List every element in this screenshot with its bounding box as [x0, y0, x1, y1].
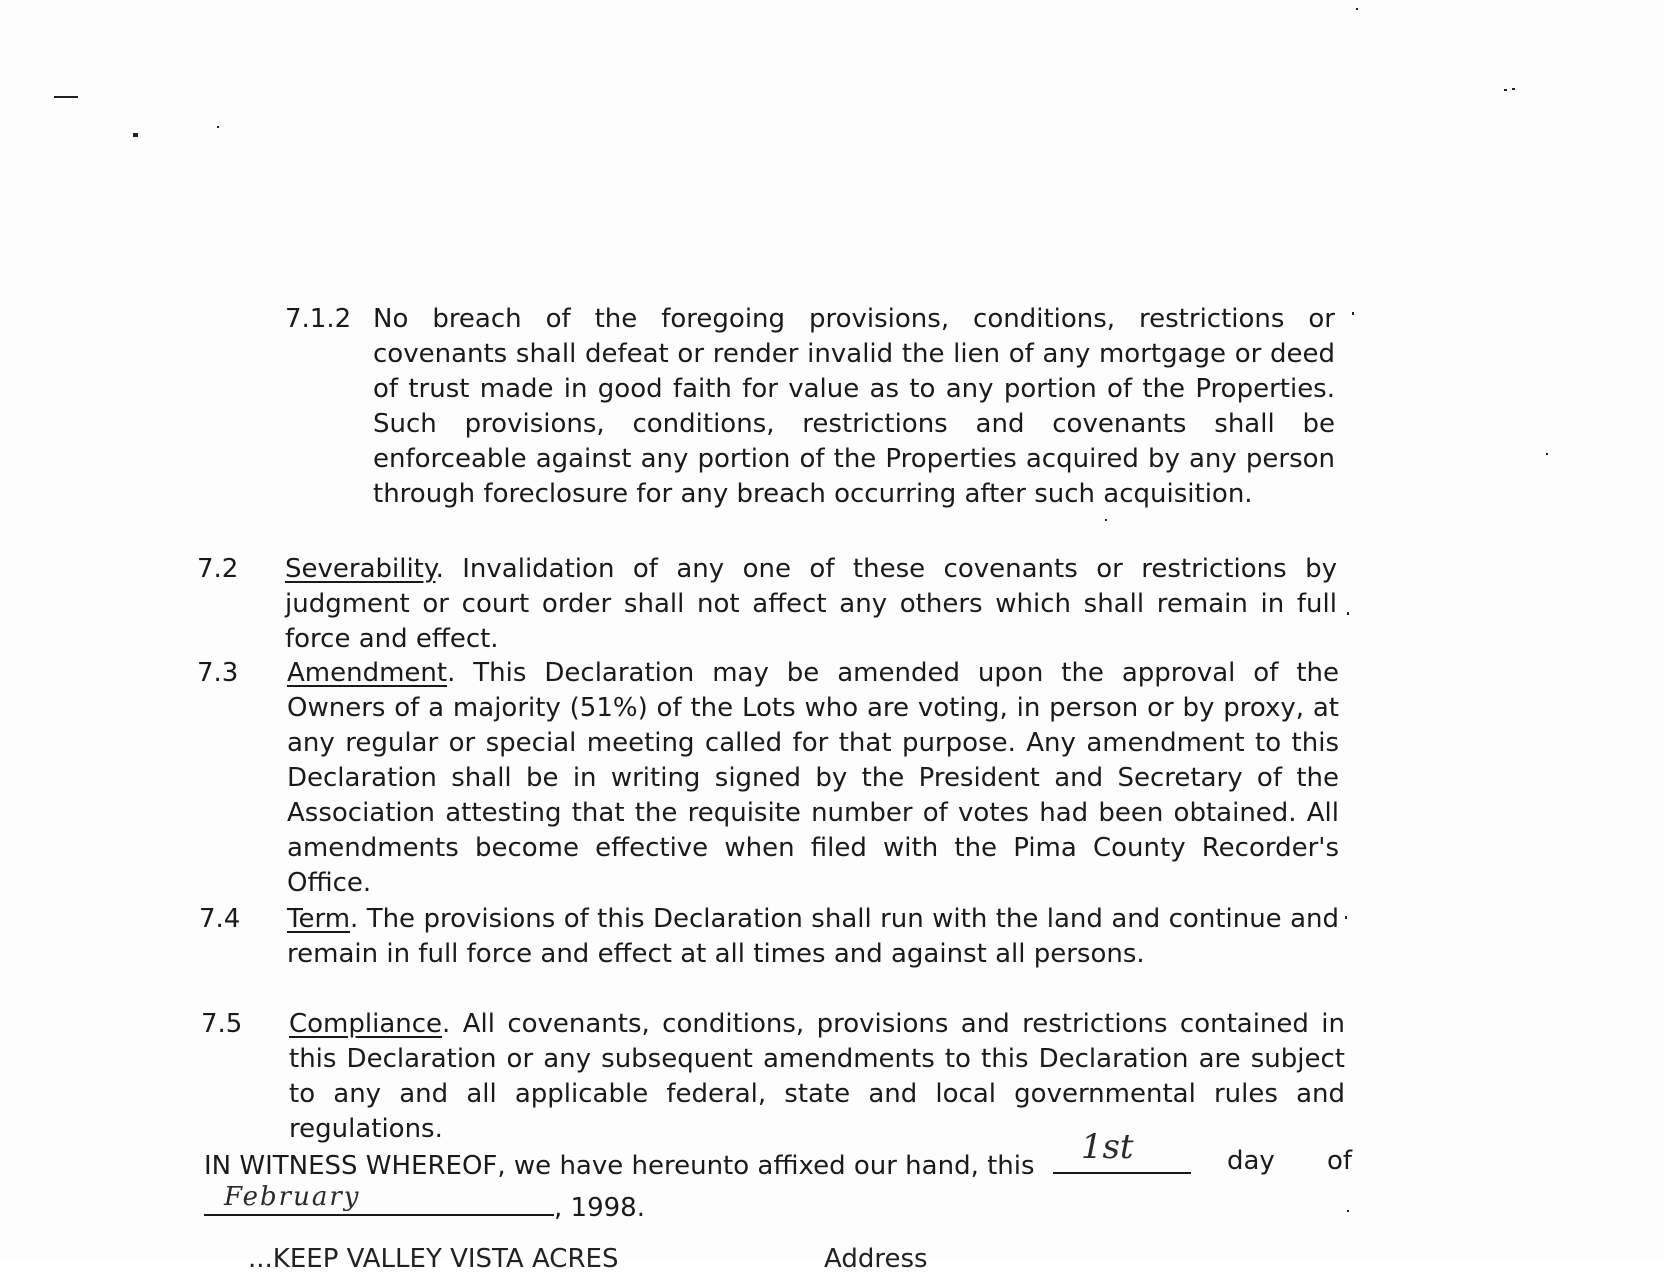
section-text: [289, 1007, 1345, 1147]
scan-mark: [1356, 8, 1358, 10]
section-text: [287, 656, 1339, 901]
scan-mark: [217, 126, 219, 128]
cutoff-right-text: Address: [824, 1244, 928, 1274]
section-number: 7.4: [199, 904, 241, 934]
section-body-text: . All covenants, conditions, provisions and restrictions contained in this Declaration or any subsequent amendments to this Declaration are subject to any and all applicable federal, state and local governmental rules and regulations.: [289, 1009, 1345, 1144]
section-body-text: No breach of the foregoing provisions, conditions, restrictions or covenants shall defeat or render invalid the lien of any mortgage or deed of trust made in good faith for value as to any portion of the Properties. Such provisions, conditions, restrictions and covenants shall be enforceable against any portion of the Properties acquired by any person through foreclosure for any breach occurring after such acquisition.: [373, 304, 1335, 509]
section-body-text: . This Declaration may be amended upon the approval of the Owners of a majority (51%) of the Lots who are voting, in person or by proxy, at any regular or special meeting called for that purpose. Any amendment to this Declaration shall be in writing signed by the President and Secretary of the Association attesting that the requisite number of votes had been obtained. All amendments become effective when filed with the Pima County Recorder's Office.: [287, 658, 1339, 898]
scan-mark: [1347, 612, 1349, 615]
section-text: [373, 302, 1335, 512]
scan-mark: [1512, 88, 1515, 90]
section-text: [285, 552, 1337, 657]
of-word: of: [1327, 1146, 1353, 1176]
section-text: [287, 902, 1339, 972]
section-number: 7.1.2: [285, 304, 352, 334]
scan-mark: [1504, 89, 1507, 91]
scan-mark: [1546, 453, 1548, 455]
scan-mark: [1105, 519, 1107, 521]
section-body-text: . The provisions of this Declaration shall run with the land and continue and remain in full force and effect at all times and against all persons.: [287, 904, 1339, 969]
scan-mark: [1345, 916, 1347, 919]
day-signature-blank: [1053, 1127, 1191, 1174]
scan-mark: [54, 96, 78, 98]
witness-lead-text: IN WITNESS WHEREOF, we have hereunto affixed our hand, this: [204, 1151, 1035, 1181]
month-signature-blank: [204, 1184, 554, 1216]
section-number: 7.5: [201, 1009, 243, 1039]
handwritten-month: February: [224, 1182, 361, 1212]
witness-line-1: [204, 1127, 1353, 1184]
section-heading: Severability: [285, 554, 436, 584]
day-word: day: [1227, 1146, 1275, 1176]
handwritten-day: 1st: [1080, 1127, 1134, 1167]
cutoff-text-row: [248, 1244, 988, 1274]
section-number: 7.2: [197, 554, 239, 584]
section-heading: Term: [287, 904, 351, 934]
cutoff-left-text: ...KEEP VALLEY VISTA ACRES: [248, 1244, 619, 1274]
section-heading: Compliance: [289, 1009, 443, 1039]
scan-mark: [133, 133, 138, 137]
section-body-text: . Invalidation of any one of these covenants or restrictions by judgment or court order shall not affect any others which shall remain in full force and effect.: [285, 554, 1337, 654]
scan-mark: [1352, 312, 1354, 315]
section-heading: Amendment: [287, 658, 448, 688]
witness-year: , 1998.: [554, 1193, 645, 1223]
witness-clause: [204, 1127, 1353, 1224]
section-number: 7.3: [197, 658, 239, 688]
witness-line-2: [204, 1184, 1350, 1224]
